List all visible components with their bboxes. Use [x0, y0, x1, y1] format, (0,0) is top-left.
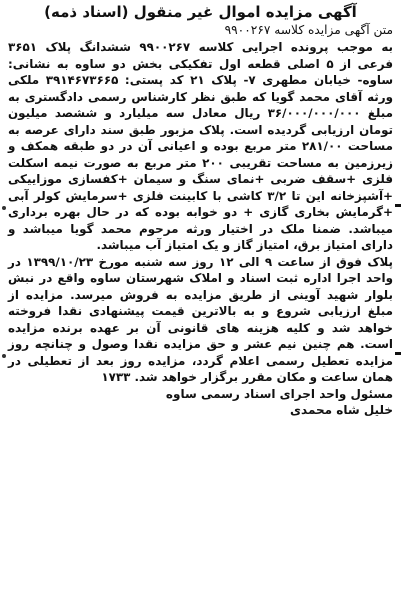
notice-body [8, 39, 393, 386]
auction-notice [8, 2, 393, 607]
notice-paragraph-auction: پلاک فوق از ساعت ۹ الی ۱۲ روز سه شنبه مورخ ۱۳۹۹/۱۰/۲۳ در واحد اجرا اداره ثبت اسناد و املاک شهرستان ساوه واقع در نبش بلوار شهید آوینی از طریق مزایده به فروش میرسد. مزایده از مبلغ ارزیابی شروع و به بالاترین قیمت پیشنهادی نقدا فروخته خواهد شد و کلیه هزینه های قانونی آن بر عهده برنده مزایده است. هم چنین نیم عشر و حق مزایده نقدا وصول و چنانچه روز مزایده تعطیل رسمی اعلام گردد، مزایده روز بعد از تعطیلی در همان ساعت و مکان مقرر برگزار خواهد شد. ۱۷۳۳ [8, 254, 394, 384]
margin-dot [2, 206, 6, 210]
margin-tick [395, 204, 401, 207]
signature-title: مسئول واحد اجرای اسناد رسمی ساوه [165, 386, 393, 401]
notice-title: آگهی مزایده اموال غیر منقول (اسناد ذمه) [44, 3, 357, 21]
notice-subtitle: متن آگهی مزایده کلاسه ۹۹۰۰۲۶۷ [224, 23, 393, 37]
signature-name: خلیل شاه محمدی [290, 403, 393, 417]
notice-paragraph-property: به موجب پرونده اجرایی کلاسه ۹۹۰۰۲۶۷ ششدانگ پلاک ۳۶۵۱ فرعی از ۵ اصلی قطعه اول تفکیکی بخش دو ساوه به نشانی: ساوه- خیابان مطهری ۷- پلاک ۲۱ کد پستی: ۳۹۱۴۶۷۳۶۶۵ ملکی ورثه آقای محمد گویا که طبق نظر کارشناس رسمی دادگستری به مبلغ ۳۶/۰۰۰/۰۰۰/۰۰۰ ریال معادل سه میلیارد و ششصد میلیون تومان ارزیابی گردیده است. پلاک مزبور طبق سند دارای عرصه به مساحت ۲۸۱/۰۰ متر مربع بوده و اعیانی آن در دو طبقه همکف و زیرزمین به مساحت تقریبی ۲۰۰ متر مربع به صورت نیمه اسکلت فلزی +سقف ضربی +نمای سنگ و سیمان +کفسازی موزاییکی +آشپزخانه این تا ۳/۲ کاشی با کابینت فلزی +سرمایش کولر آبی +گرمایش بخاری گازی + دو خوابه بوده که در حال بهره برداری میباشد. ضمنا ملک در اختیار ورثه مرحوم محمد گویا میباشد و دارای امتیاز برق، امتیاز گاز و یک امتیاز آب میباشد. [8, 40, 394, 252]
margin-dot [2, 354, 6, 358]
margin-tick [395, 352, 401, 355]
